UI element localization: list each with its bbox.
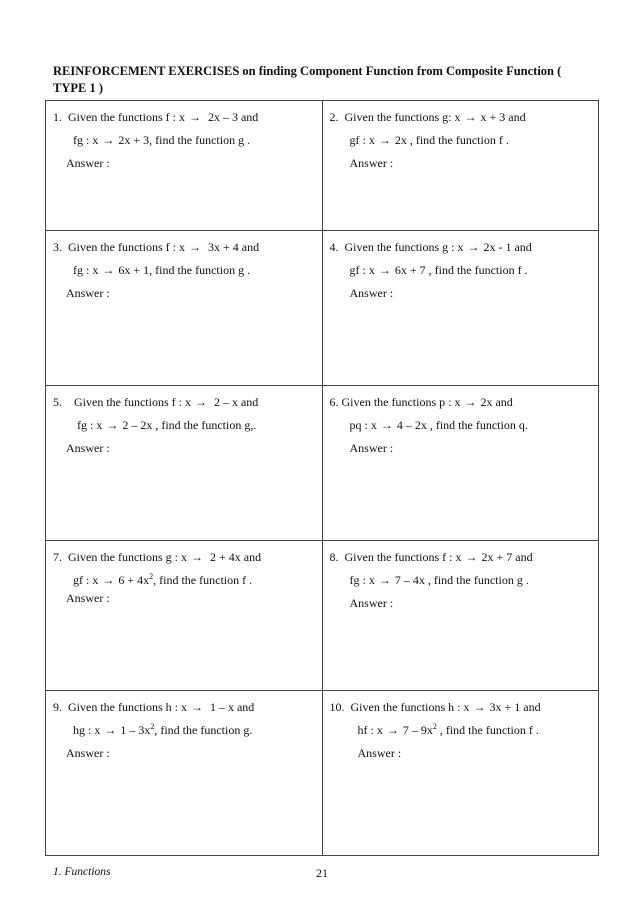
answer-label: Answer : xyxy=(66,441,110,455)
answer-label: Answer : xyxy=(349,596,394,610)
answer-label: Answer : xyxy=(349,286,394,300)
exercise-cell-9: 9. Given the functions h : x → 1 – x and hg : $x \to 1 - 3x^2$, find the function g. Answer : xyxy=(46,691,323,856)
exercise-cell-3: 3. Given the functions f : x → 3x + 4 and fg : x → 6x + 1, find the function g . Answer : xyxy=(46,231,323,386)
arrow-icon: → xyxy=(465,550,478,564)
exercise-cell-2: 2. Given the functions g: x → x + 3 and gf : x → 2x , find the function f . Answer : xyxy=(322,101,599,231)
footer-section: 1. Functions xyxy=(53,866,111,878)
page-title: REINFORCEMENT EXERCISES on finding Component Function from Composite Function ( TYPE 1 ) xyxy=(53,64,562,95)
answer-label: Answer : xyxy=(66,591,110,605)
arrow-icon: → xyxy=(194,395,207,409)
arrow-icon: → xyxy=(104,723,117,737)
answer-label: Answer : xyxy=(349,156,394,170)
arrow-icon: → xyxy=(464,110,477,124)
answer-label: Answer : xyxy=(66,286,110,300)
arrow-icon: → xyxy=(102,133,115,147)
exercise-cell-7: 7. Given the functions g : x → 2 + 4x and gf : $x \to 6 + 4x^2$, find the function f . Answer : xyxy=(46,541,323,691)
arrow-icon: → xyxy=(378,263,391,277)
answer-label: Answer : xyxy=(66,746,110,760)
arrow-icon: → xyxy=(102,263,115,277)
arrow-icon: → xyxy=(380,418,393,432)
arrow-icon: → xyxy=(190,700,203,714)
exercise-cell-10: 10. Given the functions h : x → 3x + 1 and hf : $x \to 7 - 9x^2$ , find the function f . Answer : xyxy=(322,691,599,856)
arrow-icon: → xyxy=(378,133,391,147)
arrow-icon: → xyxy=(386,723,399,737)
arrow-icon: → xyxy=(102,573,115,587)
arrow-icon: → xyxy=(190,550,203,564)
exercise-cell-4: 4. Given the functions g : x → 2x - 1 and gf : x → 6x + 7 , find the function f . Answer : xyxy=(322,231,599,386)
arrow-icon: → xyxy=(473,700,486,714)
arrow-icon: → xyxy=(188,110,201,124)
arrow-icon: → xyxy=(106,418,119,432)
exercise-cell-8: 8. Given the functions f : x → 2x + 7 and fg : x → 7 – 4x , find the function g . Answer : xyxy=(322,541,599,691)
answer-label: Answer : xyxy=(66,156,110,170)
answer-label: Answer : xyxy=(357,746,402,760)
arrow-icon: → xyxy=(467,240,480,254)
page-number: 21 xyxy=(316,866,328,880)
exercise-cell-1: 1. Given the functions f : x → 2x – 3 and fg : x → 2x + 3, find the function g . Answer : xyxy=(46,101,323,231)
answer-label: Answer : xyxy=(349,441,394,455)
arrow-icon: → xyxy=(378,573,391,587)
exercise-table xyxy=(45,100,599,856)
exercise-cell-5: 5. Given the functions f : x → 2 – x and fg : x → 2 – 2x , find the function g,. Answer : xyxy=(46,386,323,541)
arrow-icon: → xyxy=(188,240,201,254)
arrow-icon: → xyxy=(464,395,477,409)
exercise-cell-6: 6. Given the functions p : x → 2x and pq : x → 4 – 2x , find the function q. Answer : xyxy=(322,386,599,541)
